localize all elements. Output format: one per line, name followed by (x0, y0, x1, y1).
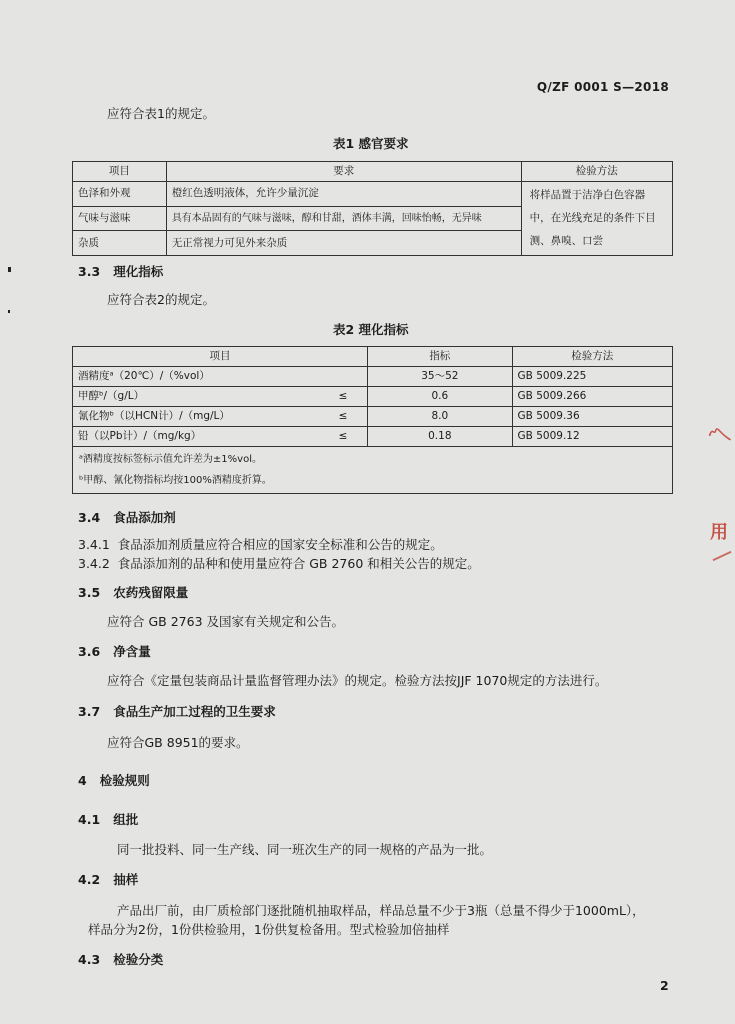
table-cell-value: 0.6 (368, 387, 512, 407)
section-number: 3.5 (78, 585, 101, 600)
section-title: 农药残留限量 (113, 585, 189, 600)
table-cell-method: GB 5009.12 (512, 427, 672, 447)
section-number: 4 (78, 773, 87, 788)
table-cell-requirement: 橙红色透明液体，允许少量沉淀 (166, 182, 521, 207)
section-heading-3-6 (78, 642, 151, 660)
table1-caption: 表1 感官要求 (333, 136, 409, 151)
table-header: 指标 (368, 347, 512, 367)
table-notes (73, 447, 673, 494)
table-cell-value: 8.0 (368, 407, 512, 427)
seal-stamp-fragment (713, 551, 732, 561)
page-number: 2 (660, 978, 669, 993)
section-number: 4.3 (78, 952, 101, 967)
section-number: 3.3 (78, 264, 101, 279)
table-cell-item: 色泽和外观 (73, 182, 167, 207)
table-row (73, 367, 673, 387)
section-text: 应符合表2的规定。 (107, 292, 215, 307)
section-number: 3.7 (78, 704, 101, 719)
table-cell-item: 气味与滋味 (73, 206, 167, 231)
section-heading-3-3 (78, 262, 163, 280)
section-text: 应符合 GB 2763 及国家有关规定和公告。 (107, 614, 344, 629)
table-header: 检验方法 (512, 347, 672, 367)
clause-text: 食品添加剂质量应符合相应的国家安全标准和公告的规定。 (117, 537, 443, 552)
section-number: 3.6 (78, 644, 101, 659)
table-cell-item: 甲醇ᵇ/（g/L） (73, 387, 320, 407)
section-title: 食品添加剂 (113, 510, 176, 525)
table-row (73, 427, 673, 447)
standard-code: Q/ZF 0001 S—2018 (536, 80, 669, 94)
table-cell-requirement: 无正常视力可见外来杂质 (166, 231, 521, 256)
clause-number: 3.4.1 (78, 537, 110, 552)
table-header: 检验方法 (521, 162, 672, 182)
table-header: 项目 (73, 162, 167, 182)
section-heading-4 (78, 771, 150, 789)
clause-text: 食品添加剂的品种和使用量应符合 GB 2760 和相关公告的规定。 (117, 556, 480, 571)
section-number: 4.2 (78, 872, 101, 887)
section-number: 3.4 (78, 510, 101, 525)
table-cell-method: GB 5009.225 (512, 367, 672, 387)
section-text: 同一批投料、同一生产线、同一班次生产的同一规格的产品为一批。 (117, 842, 493, 857)
clause-number: 3.4.2 (78, 556, 110, 571)
section-number: 4.1 (78, 812, 101, 827)
section-title: 检验分类 (113, 952, 164, 967)
section-text-line2: 样品分为2份，1份供检验用，1份供复检备用。型式检验加倍抽样 (88, 922, 450, 937)
table-header: 要求 (166, 162, 521, 182)
table-cell-operator: ≤ (319, 387, 368, 407)
table-header-row (73, 162, 673, 182)
table-cell-item: 铅（以Pb计）/（mg/kg） (73, 427, 320, 447)
table-cell-method: 将样品置于洁净白色容器中，在光线充足的条件下目测、鼻嗅、口尝 (521, 182, 672, 256)
section-text: 应符合GB 8951的要求。 (107, 735, 249, 750)
section-heading-3-5 (78, 583, 188, 601)
clause-3-4-2 (78, 554, 480, 572)
section-title: 组批 (113, 812, 139, 827)
table-cell-requirement: 具有本品固有的气味与滋味，醇和甘甜，酒体丰满，回味怡畅，无异味 (166, 206, 521, 231)
physicochemical-table (72, 346, 673, 494)
intro-text: 应符合表1的规定。 (107, 106, 215, 121)
table-cell-item: 杂质 (73, 231, 167, 256)
seal-stamp-fragment: 〽 (705, 421, 735, 453)
clause-3-4-1 (78, 535, 443, 553)
table-cell-item: 酒精度ᵃ（20℃）/（%vol） (73, 367, 320, 387)
table-cell-value: 35～52 (368, 367, 512, 387)
section-title: 理化指标 (113, 264, 164, 279)
section-heading-3-4 (78, 508, 176, 526)
table-note-a: ᵃ酒精度按标签标示值允许差为±1%vol。 (79, 454, 262, 465)
scan-mark (8, 267, 11, 272)
section-title: 净含量 (113, 644, 151, 659)
section-heading-4-2 (78, 870, 138, 888)
scan-mark (8, 310, 10, 313)
section-title: 食品生产加工过程的卫生要求 (113, 704, 276, 719)
section-heading-4-3 (78, 950, 163, 968)
section-heading-4-1 (78, 810, 138, 828)
sensory-table (72, 161, 673, 256)
table-row (73, 182, 673, 207)
section-text-line1: 产品出厂前，由厂质检部门逐批随机抽取样品，样品总量不少于3瓶（总量不得少于1000mL）， (117, 903, 645, 918)
table-cell-value: 0.18 (368, 427, 512, 447)
section-title: 抽样 (113, 872, 139, 887)
table-cell-operator: ≤ (319, 427, 368, 447)
table-note-b: ᵇ甲醇、氰化物指标均按100%酒精度折算。 (79, 475, 272, 486)
table-row (73, 387, 673, 407)
table-cell-method: GB 5009.266 (512, 387, 672, 407)
table-row (73, 407, 673, 427)
table-cell-operator: ≤ (319, 407, 368, 427)
table-cell-operator (319, 367, 368, 387)
section-title: 检验规则 (99, 773, 150, 788)
section-text: 应符合《定量包装商品计量监督管理办法》的规定。检验方法按JJF 1070规定的方法进行。 (107, 673, 608, 688)
section-heading-3-7 (78, 702, 276, 720)
table2-caption: 表2 理化指标 (333, 322, 409, 337)
table-cell-method: GB 5009.36 (512, 407, 672, 427)
table-header: 项目 (73, 347, 368, 367)
seal-stamp-fragment: 用 (710, 522, 728, 543)
table-cell-item: 氰化物ᵇ（以HCN计）/（mg/L） (73, 407, 320, 427)
table-header-row (73, 347, 673, 367)
table-notes-row (73, 447, 673, 494)
